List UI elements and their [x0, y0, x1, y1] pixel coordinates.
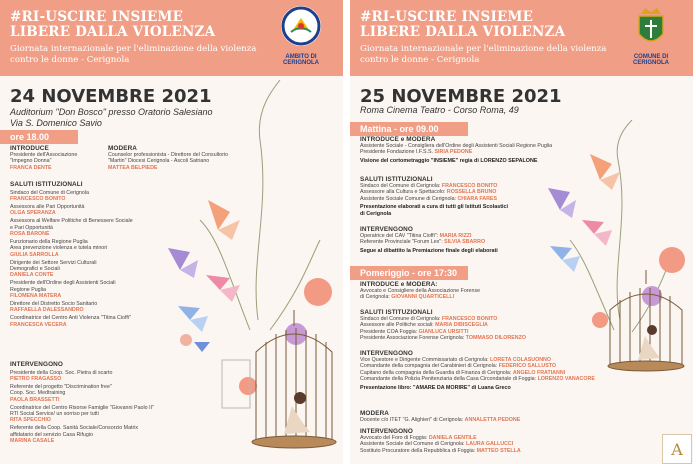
list-item: Sindaco del Comune di Cerignola: FRANCESCO BONITO — [360, 183, 498, 189]
ambito-emblem-icon — [281, 6, 321, 46]
list-item: Assessore alla Cultura e Spettacolo: ROSSELLA BRUNO — [360, 189, 497, 196]
venue-line: Roma Cinema Teatro - Corso Roma, 49 — [360, 105, 519, 115]
afternoon-introduce-block: INTRODUCE e MODERA: Avvocato e Consigliere della Associazione Forense di Cerignola: GIOVANNI QUARTICELLI — [360, 281, 481, 301]
list-item: Presidente della Coop. Soc. Pietra di scarto PIETRO FRAGASSO — [10, 369, 113, 382]
morning-bar: Mattina - ore 09.00 — [350, 122, 468, 136]
butterfly-icon — [178, 306, 208, 332]
list-item: Assessora alle Pari Opportunità OLGA SPERANZA — [10, 203, 85, 217]
list-item: Capitano della compagnia della Guardia di Finanza di Cerignola: ANGELO FRATIANNI — [360, 369, 566, 376]
svg-text:A: A — [671, 440, 683, 459]
flyer-title: #RI-USCIRE INSIEME LIBERE DALLA VIOLENZA — [10, 9, 216, 40]
ambito-logo: AMBITO DI CERIGNOLA — [269, 6, 333, 70]
list-item: Coordinatrice del Centro Risorse Famiglie "Giovanni Paolo II" RTI Social Service/ un sorriso per tutti RITA SPECCHIO — [10, 404, 154, 424]
flower-icon — [592, 312, 608, 328]
list-item: Sindaco del Comune di Cerignola: FRANCESCO BONITO — [360, 316, 498, 322]
morning-saluti-block: SALUTI ISTITUZIONALI Sindaco del Comune di Cerignola: FRANCESCO BONITO Assessore alla Cultura e Spettacolo: ROSSELLA BRUNO Assistente Sociale Comune di Cerignola: CHIARA FARES Presentazione elaborati a cura di tutti gli Istituti Scolastici di Cerignola — [360, 172, 590, 217]
morning-intervengono-block: INTERVENGONO Operatrice del CAV "Titina Cioffi": MARIA RIZZI Referente Provinciale "Forum Lex": SILVIA SBARRO Segue al dibattito la Premiazione finale degli elaborati — [360, 222, 590, 254]
list-item: Operatrice del CAV "Titina Cioffi": MARIA RIZZI — [360, 233, 472, 239]
butterfly-icon — [194, 342, 210, 352]
woman-figure-icon — [638, 325, 660, 360]
flyer-subtitle: Giornata internazionale per l'eliminazione della violenza contro le donne - Cerignola — [10, 44, 257, 65]
flower-icon — [304, 278, 332, 306]
event-date: 25 NOVEMBRE 2021 — [360, 86, 562, 107]
butterflies-birdcage-illustration — [160, 80, 343, 464]
butterfly-icon — [208, 200, 240, 240]
list-item: Assessora al Welfare Politiche di Benessere Sociale e Pari Opportunità ROSA BARONE — [10, 218, 133, 237]
introduce-block: INTRODUCE Presidente dell'Associazione "Impegno Donna" FRANCA DENTE — [10, 145, 78, 171]
comune-logo: COMUNE DI CERIGNOLA — [619, 6, 683, 70]
butterfly-icon — [168, 248, 198, 278]
afternoon-intervengono-block: INTERVENGONO Vice Questore e Dirigente Commissariato di Cerignola: LORETA COLASUONNO Comandante della compagnia dei Carabinieri di Cerignola: FEDERICO SALLUSTO Capitano della compagnia della Guardia di Finanza di Cerignola: ANGELO FRATIANNI Comandante della Polizia Penitenziaria della Casa Circondariale di Foggia: LORENZO VANACORE Presentazione libro: "AMARE DA MORIRE" di Luana Greco — [360, 346, 650, 391]
list-item: Referente Provinciale "Forum Lex": SILVIA SBARRO — [360, 239, 486, 246]
partner-logo — [662, 434, 692, 464]
list-item: Assistente Sociale del Comune di Cerignola: LAURA GALLUCCI — [360, 441, 514, 448]
list-item: Comandante della compagnia dei Carabinieri di Cerignola: FEDERICO SALLUSTO — [360, 363, 556, 370]
saluti-block: SALUTI ISTITUZIONALI Sindaco del Comune di Cerignola FRANCESCO BONITO Assessora alle Pari Opportunità OLGA SPERANZA Assessora al Welfare Politiche di Benessere Sociale e Pari Opportunità ROSA BARONE Funzionario della Regione Puglia Area prevenzione violenza e tutela minori GIULIA SARROLLA Dirigente dei Settore Servizi Culturali Demografici e Sociali DANIELA CONTE Presidente dell'Ordine degli Assistenti Sociali Regione Puglia FILOMENA MATERA Direttore del Distretto Socio Sanitario RAFFAELLA DALESSANDRO Coordinatrice del Centro Anti Violenza "Titina Cioffi" FRANCESCA VECERA — [10, 177, 230, 328]
venue-line-2: Via S. Domenico Savio — [10, 118, 102, 128]
list-item: Direttore del Distretto Socio Sanitario RAFFAELLA DALESSANDRO — [10, 301, 98, 314]
afternoon-modera-block: MODERA Docente c/o ITET "G. Alighieri" di Cerignola: ANNALETTA PEDONE — [360, 410, 521, 423]
flyer-header — [350, 0, 693, 76]
list-item: Presidente COA Foggia: GIANLUCA URSITTI — [360, 328, 469, 335]
event-date: 24 NOVEMBRE 2021 — [10, 86, 212, 107]
afternoon-bar: Pomeriggio - ore 17:30 — [350, 266, 468, 280]
list-item: Dirigente dei Settore Servizi Culturali Demografici e Sociali DANIELA CONTE — [10, 259, 97, 279]
intervengono-block: INTERVENGONO Presidente della Coop. Soc. Pietra di scarto PIETRO FRAGASSO Referente del progetto "Discrimination free" Coop. Soc. Medtraining PAOLA BRASSETTI Coordinatrice del Centro Risorse Famiglie "Giovanni Paolo II" RTI Social Service/ un sorriso per tutti RITA SPECCHIO Referente della Coop. Sanità Sociale/Consorzio Matrix affidatario del servizio Casa Rifugio MARINA CASALE — [10, 357, 230, 444]
flyer-25-november — [350, 0, 693, 464]
flyer-title: #RI-USCIRE INSIEME LIBERE DALLA VIOLENZA — [360, 9, 566, 40]
list-item: Presidente Associazione Forense Cerignola: TOMMASO DILORENZO — [360, 335, 526, 342]
list-item: Assistente Sociale Comune di Cerignola: CHIARA FARES — [360, 195, 498, 202]
morning-introduce-block: INTRODUCE e MODERA Assistente Sociale - Consigliera dell'Ordine degli Assistenti Sociali Regione Puglia Presidente Fondazione I.F.S.S. SIRIA PEDONE Visione del cortometraggio "INSIEME" regia di LORENZO SEPALONE — [360, 136, 553, 164]
list-item: Sostituto Procuratore della Repubblica di Foggia: MATTEO STELLA — [360, 447, 521, 454]
butterfly-icon — [548, 188, 576, 218]
flower-icon — [239, 377, 257, 395]
butterfly-icon — [206, 275, 240, 302]
list-item: Coordinatrice del Centro Anti Violenza "Titina Cioffi" FRANCESCA VECERA — [10, 315, 131, 328]
list-item: Funzionario della Regione Puglia Area prevenzione violenza e tutela minori GIULIA SARROLLA — [10, 238, 108, 258]
butterflies-birdcage-illustration — [540, 120, 693, 464]
list-item: Avvocato del Foro di Foggia: DANIELA GENTILE — [360, 435, 477, 441]
butterfly-icon — [582, 220, 612, 246]
butterfly-icon — [590, 154, 620, 190]
list-item: Comandante della Polizia Penitenziaria della Casa Circondariale di Foggia: LORENZO VANACORE — [360, 376, 595, 383]
coat-of-arms-icon — [631, 6, 671, 46]
flower-icon — [659, 247, 685, 273]
venue-line-1: Auditorium "Don Bosco" presso Oratorio Salesiano — [10, 107, 213, 117]
list-item: Vice Questore e Dirigente Commissariato di Cerignola: LORETA COLASUONNO — [360, 357, 551, 363]
list-item: Referente della Coop. Sanità Sociale/Consorzio Matrix affidatario del servizio Casa Rifugio MARINA CASALE — [10, 425, 139, 445]
list-item: Referente del progetto "Discrimination free" Coop. Soc. Medtraining PAOLA BRASSETTI — [10, 383, 112, 403]
flyer-subtitle: Giornata internazionale per l'eliminazione della violenza contro le donne - Cerignola — [360, 44, 607, 65]
flyer-24-november — [0, 0, 343, 464]
afternoon-saluti-block: SALUTI ISTITUZIONALI Sindaco del Comune di Cerignola: FRANCESCO BONITO Assessore alle Politiche sociali: MARIA DIBISCEGLIA Presidente COA Foggia: GIANLUCA URSITTI Presidente Associazione Forense Cerignola: TOMMASO DILORENZO — [360, 305, 590, 342]
monogram-logo-icon — [663, 435, 691, 463]
list-item: Sindaco del Comune di Cerignola FRANCESCO BONITO — [10, 189, 89, 202]
flower-icon — [180, 334, 192, 346]
flyer-header — [0, 0, 343, 76]
afternoon-intervengono-2-block: INTERVENGONO Avvocato del Foro di Foggia: DANIELA GENTILE Assistente Sociale del Comune di Cerignola: LAURA GALLUCCI Sostituto Procuratore della Repubblica di Foggia: MATTEO STELLA — [360, 424, 590, 454]
modera-block: MODERA Counselor professionista - Direttore del Consultorio "Martin" Diocesi Cerignola - Ascoli Satriano MATTEA BELPIEDE — [108, 145, 229, 171]
time-bar: ore 18.00 — [0, 130, 78, 144]
butterfly-icon — [550, 246, 580, 272]
list-item: Assessore alle Politiche sociali: MARIA DIBISCEGLIA — [360, 322, 488, 329]
list-item: Presidente dell'Ordine degli Assistenti Sociali Regione Puglia FILOMENA MATERA — [10, 280, 116, 300]
